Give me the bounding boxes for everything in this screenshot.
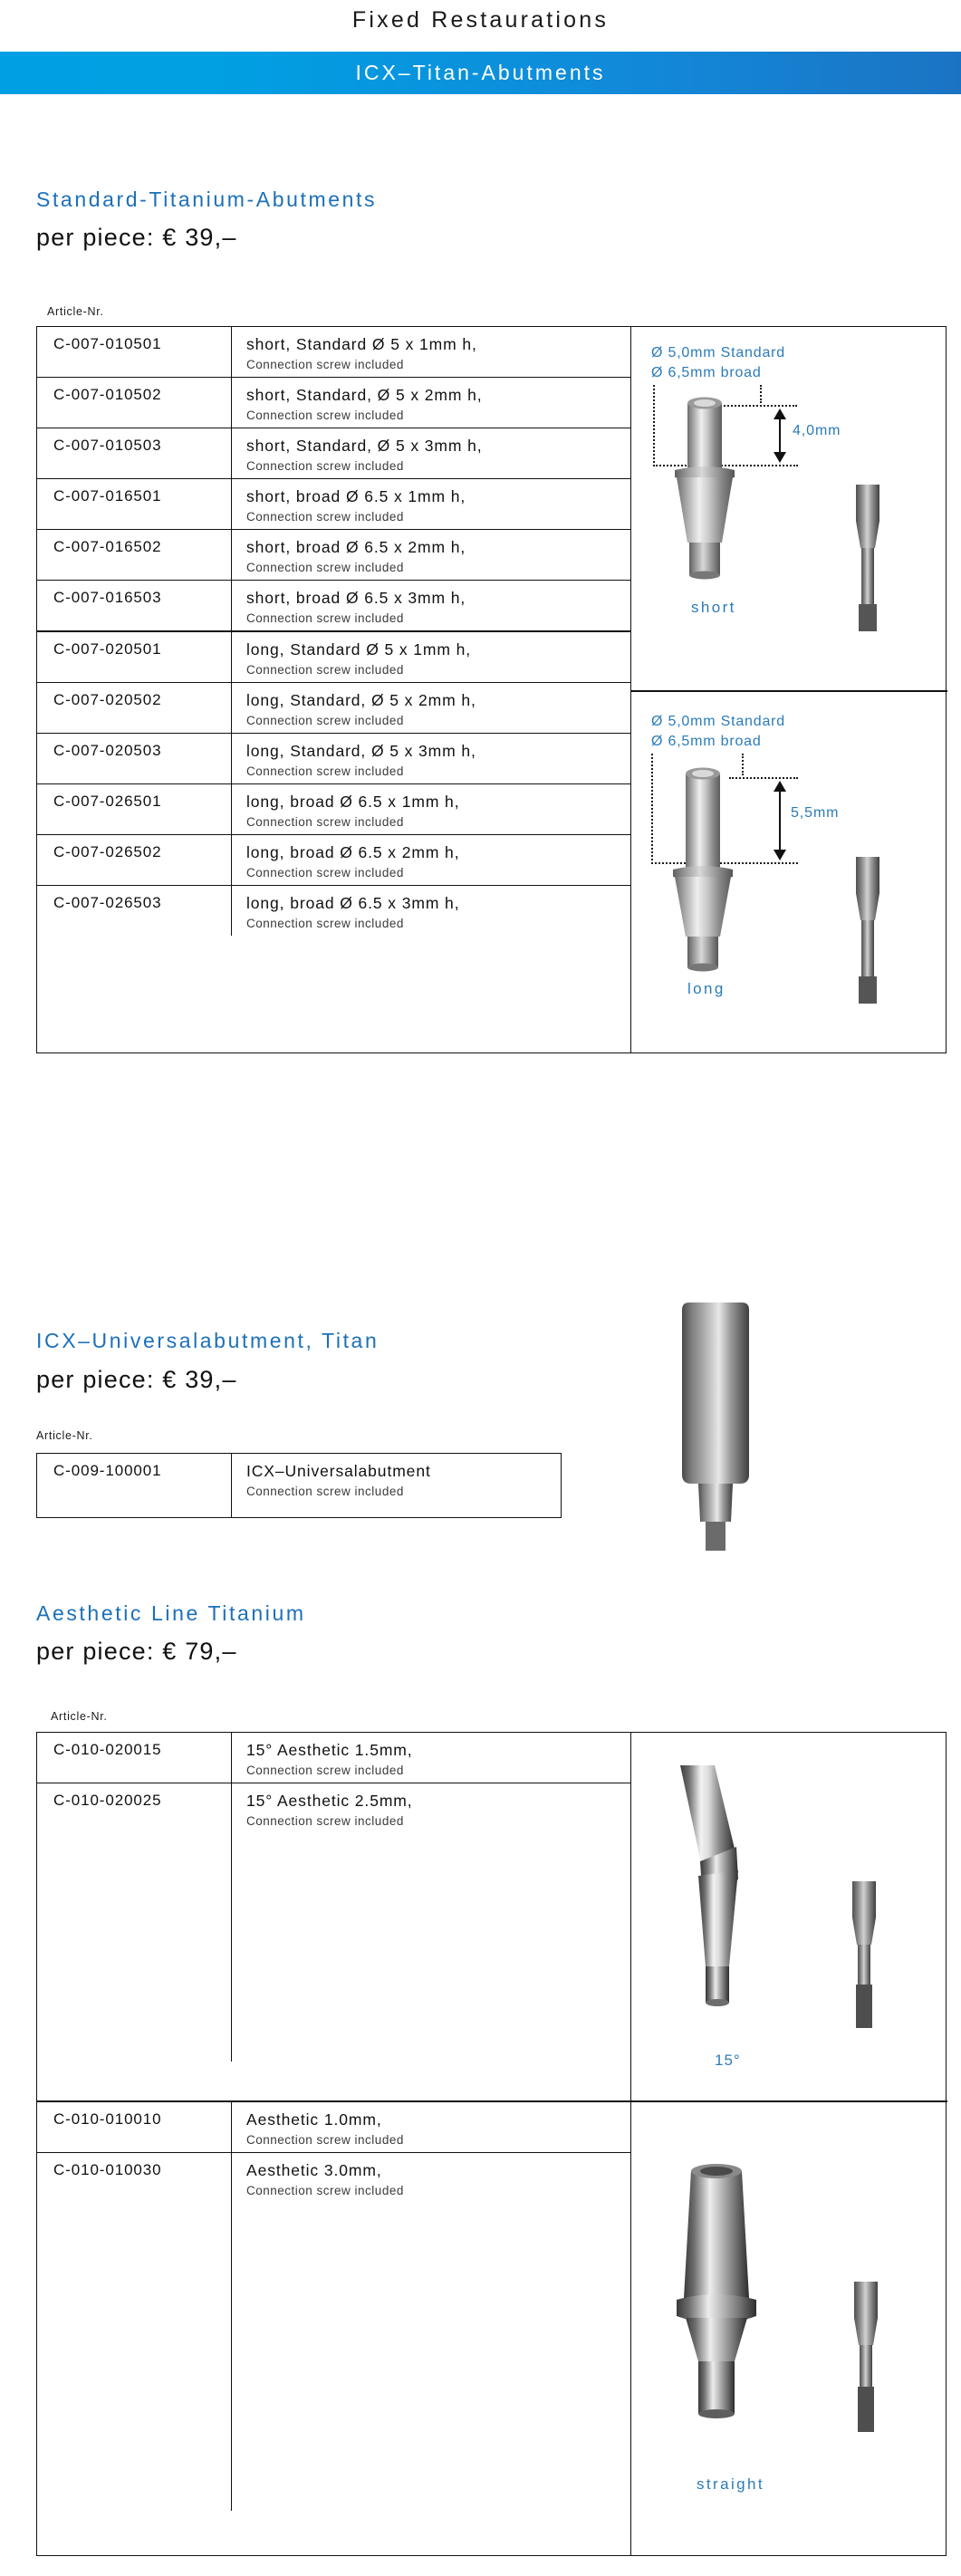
description-main: 15° Aesthetic 1.5mm, xyxy=(246,1741,413,1759)
description-cell xyxy=(232,2102,630,2152)
description-cell xyxy=(232,784,630,834)
article-number: C-007-016503 xyxy=(37,581,232,630)
description-main: long, Standard, Ø 5 x 2mm h, xyxy=(246,691,476,709)
guide-line-left xyxy=(651,754,653,864)
description-sub: Connection screw included xyxy=(246,409,404,422)
abutment-short-illustration xyxy=(666,383,774,591)
figure-short-diameter-broad: Ø 6,5mm broad xyxy=(651,365,762,380)
description-sub: Connection screw included xyxy=(246,663,404,677)
article-number: C-007-010503 xyxy=(37,428,232,478)
description-cell xyxy=(232,835,630,885)
figure-angled xyxy=(631,1733,947,2102)
guide-line-left xyxy=(653,385,655,466)
dimension-line xyxy=(779,790,781,851)
description-sub: Connection screw included xyxy=(246,561,404,574)
section-price-aesthetic: per piece: € 79,– xyxy=(36,1638,237,1665)
article-number: C-007-016501 xyxy=(37,479,232,529)
article-number: C-007-020501 xyxy=(37,632,232,682)
figure-angled-caption: 15° xyxy=(715,2052,741,2069)
description-cell xyxy=(232,1454,561,1517)
article-number: C-007-010501 xyxy=(37,327,232,377)
article-number: C-009-100001 xyxy=(37,1454,232,1517)
description-cell xyxy=(232,530,630,580)
table-standard-abutments xyxy=(36,326,947,1053)
description-cell xyxy=(232,632,630,682)
article-label-aesthetic: Article-Nr. xyxy=(51,1710,108,1723)
article-number: C-010-020025 xyxy=(37,1783,232,1833)
description-cell xyxy=(232,378,630,428)
description-sub: Connection screw included xyxy=(246,764,404,778)
description-cell xyxy=(232,683,630,733)
arrow-down-icon xyxy=(774,850,786,860)
description-main: short, Standard Ø 5 x 1mm h, xyxy=(246,335,477,353)
article-number: C-007-026503 xyxy=(37,886,232,936)
description-sub: Connection screw included xyxy=(246,611,404,625)
description-main: long, broad Ø 6.5 x 2mm h, xyxy=(246,843,460,861)
figure-column-aesthetic xyxy=(630,1733,947,2555)
article-number: C-007-026502 xyxy=(37,835,232,885)
description-sub: Connection screw included xyxy=(246,1764,404,1777)
table-row[interactable] xyxy=(37,632,630,683)
table-row[interactable] xyxy=(37,428,630,479)
description-main: long, Standard Ø 5 x 1mm h, xyxy=(246,640,472,658)
table-row[interactable] xyxy=(37,886,630,936)
description-sub: Connection screw included xyxy=(246,2184,404,2197)
connection-screw-short-illustration xyxy=(847,479,889,638)
description-sub: Connection screw included xyxy=(246,358,404,371)
description-cell xyxy=(232,2153,630,2203)
description-main: long, broad Ø 6.5 x 3mm h, xyxy=(246,894,460,912)
description-sub: Connection screw included xyxy=(246,714,404,727)
section-price-standard: per piece: € 39,– xyxy=(36,224,237,251)
section-title-aesthetic: Aesthetic Line Titanium xyxy=(36,1601,306,1625)
description-main: 15° Aesthetic 2.5mm, xyxy=(246,1792,413,1810)
figure-long-diameter-broad: Ø 6,5mm broad xyxy=(651,734,762,749)
description-main: long, Standard, Ø 5 x 3mm h, xyxy=(246,742,476,760)
description-cell xyxy=(232,581,630,630)
table-row[interactable] xyxy=(37,2153,630,2203)
section-price-universalabutment: per piece: € 39,– xyxy=(36,1366,237,1393)
article-number: C-007-016502 xyxy=(37,530,232,580)
page-title: Fixed Restaurations xyxy=(351,7,610,33)
article-number: C-007-020503 xyxy=(37,734,232,783)
table-row[interactable] xyxy=(37,327,630,378)
description-sub: Connection screw included xyxy=(246,1485,404,1498)
description-main: short, broad Ø 6.5 x 1mm h, xyxy=(246,487,466,505)
article-label-universalabutment: Article-Nr. xyxy=(36,1429,93,1442)
abutment-angled-illustration xyxy=(675,1760,811,2032)
figure-long-height-label: 5,5mm xyxy=(791,805,840,821)
table-row[interactable] xyxy=(37,479,630,530)
table-row[interactable] xyxy=(37,2102,630,2153)
description-cell xyxy=(232,428,630,478)
figure-column-standard xyxy=(630,327,947,1053)
figure-short-diameter-standard: Ø 5,0mm Standard xyxy=(651,345,785,360)
description-main: long, broad Ø 6.5 x 1mm h, xyxy=(246,793,460,811)
article-number: C-007-026501 xyxy=(37,784,232,834)
description-cell xyxy=(232,479,630,529)
description-main: short, broad Ø 6.5 x 2mm h, xyxy=(246,538,466,556)
figure-short-caption: short xyxy=(691,599,736,616)
table-row[interactable] xyxy=(37,378,630,428)
description-sub: Connection screw included xyxy=(246,459,404,473)
description-main: short, Standard, Ø 5 x 2mm h, xyxy=(246,386,483,404)
article-number: C-010-010010 xyxy=(37,2102,232,2152)
figure-long xyxy=(631,692,947,1053)
figure-straight-caption: straight xyxy=(697,2475,764,2493)
description-sub: Connection screw included xyxy=(246,866,404,879)
table-row[interactable] xyxy=(37,835,630,886)
table-row[interactable] xyxy=(37,581,630,632)
section-title-universalabutment: ICX–Universalabutment, Titan xyxy=(36,1329,380,1352)
description-main: short, broad Ø 6.5 x 3mm h, xyxy=(246,589,466,607)
description-main: Aesthetic 1.0mm, xyxy=(246,2110,382,2129)
article-number: C-010-010030 xyxy=(37,2153,232,2203)
description-cell xyxy=(232,1783,630,1833)
description-sub: Connection screw included xyxy=(246,1814,404,1828)
connection-screw-angled-illustration xyxy=(843,1876,885,2034)
description-sub: Connection screw included xyxy=(246,2133,404,2147)
description-cell xyxy=(232,734,630,783)
figure-short-height-label: 4,0mm xyxy=(793,423,841,438)
table-filler-row xyxy=(37,2203,630,2511)
dimension-line xyxy=(779,418,781,454)
abutment-straight-illustration xyxy=(671,2158,807,2457)
description-main: Aesthetic 3.0mm, xyxy=(246,2161,382,2179)
table-row[interactable] xyxy=(37,530,630,581)
table-row[interactable] xyxy=(37,1733,630,1783)
article-label-standard: Article-Nr. xyxy=(47,305,104,318)
description-cell xyxy=(232,1733,630,1783)
connection-screw-straight-illustration xyxy=(845,2276,887,2439)
description-sub: Connection screw included xyxy=(246,815,404,829)
description-main: short, Standard, Ø 5 x 3mm h, xyxy=(246,437,483,455)
article-number: C-007-020502 xyxy=(37,683,232,733)
table-row[interactable] xyxy=(37,1783,630,1833)
article-number: C-010-020015 xyxy=(37,1733,232,1783)
section-title-standard: Standard-Titanium-Abutments xyxy=(36,187,378,211)
figure-long-diameter-standard: Ø 5,0mm Standard xyxy=(651,714,785,729)
description-sub: Connection screw included xyxy=(246,917,404,930)
description-main: ICX–Universalabutment xyxy=(246,1462,431,1480)
abutment-universal-illustration xyxy=(666,1297,774,1569)
figure-straight xyxy=(631,2102,947,2552)
table-row[interactable] xyxy=(37,734,630,784)
banner-title: ICX–Titan-Abutments xyxy=(355,61,606,84)
connection-screw-long-illustration xyxy=(847,851,889,1010)
section-banner xyxy=(0,52,961,94)
article-number: C-007-010502 xyxy=(37,378,232,428)
table-universalabutment xyxy=(36,1453,562,1518)
description-cell xyxy=(232,886,630,936)
description-cell xyxy=(232,327,630,377)
figure-short xyxy=(631,327,947,692)
arrow-down-icon xyxy=(774,452,786,463)
figure-long-caption: long xyxy=(687,980,726,997)
abutment-long-illustration xyxy=(664,752,773,978)
table-row[interactable] xyxy=(37,683,630,734)
table-aesthetic xyxy=(36,1732,947,2556)
description-sub: Connection screw included xyxy=(246,510,404,524)
table-row[interactable] xyxy=(37,1454,561,1517)
table-row[interactable] xyxy=(37,784,630,835)
table-filler-row xyxy=(37,1833,630,2062)
